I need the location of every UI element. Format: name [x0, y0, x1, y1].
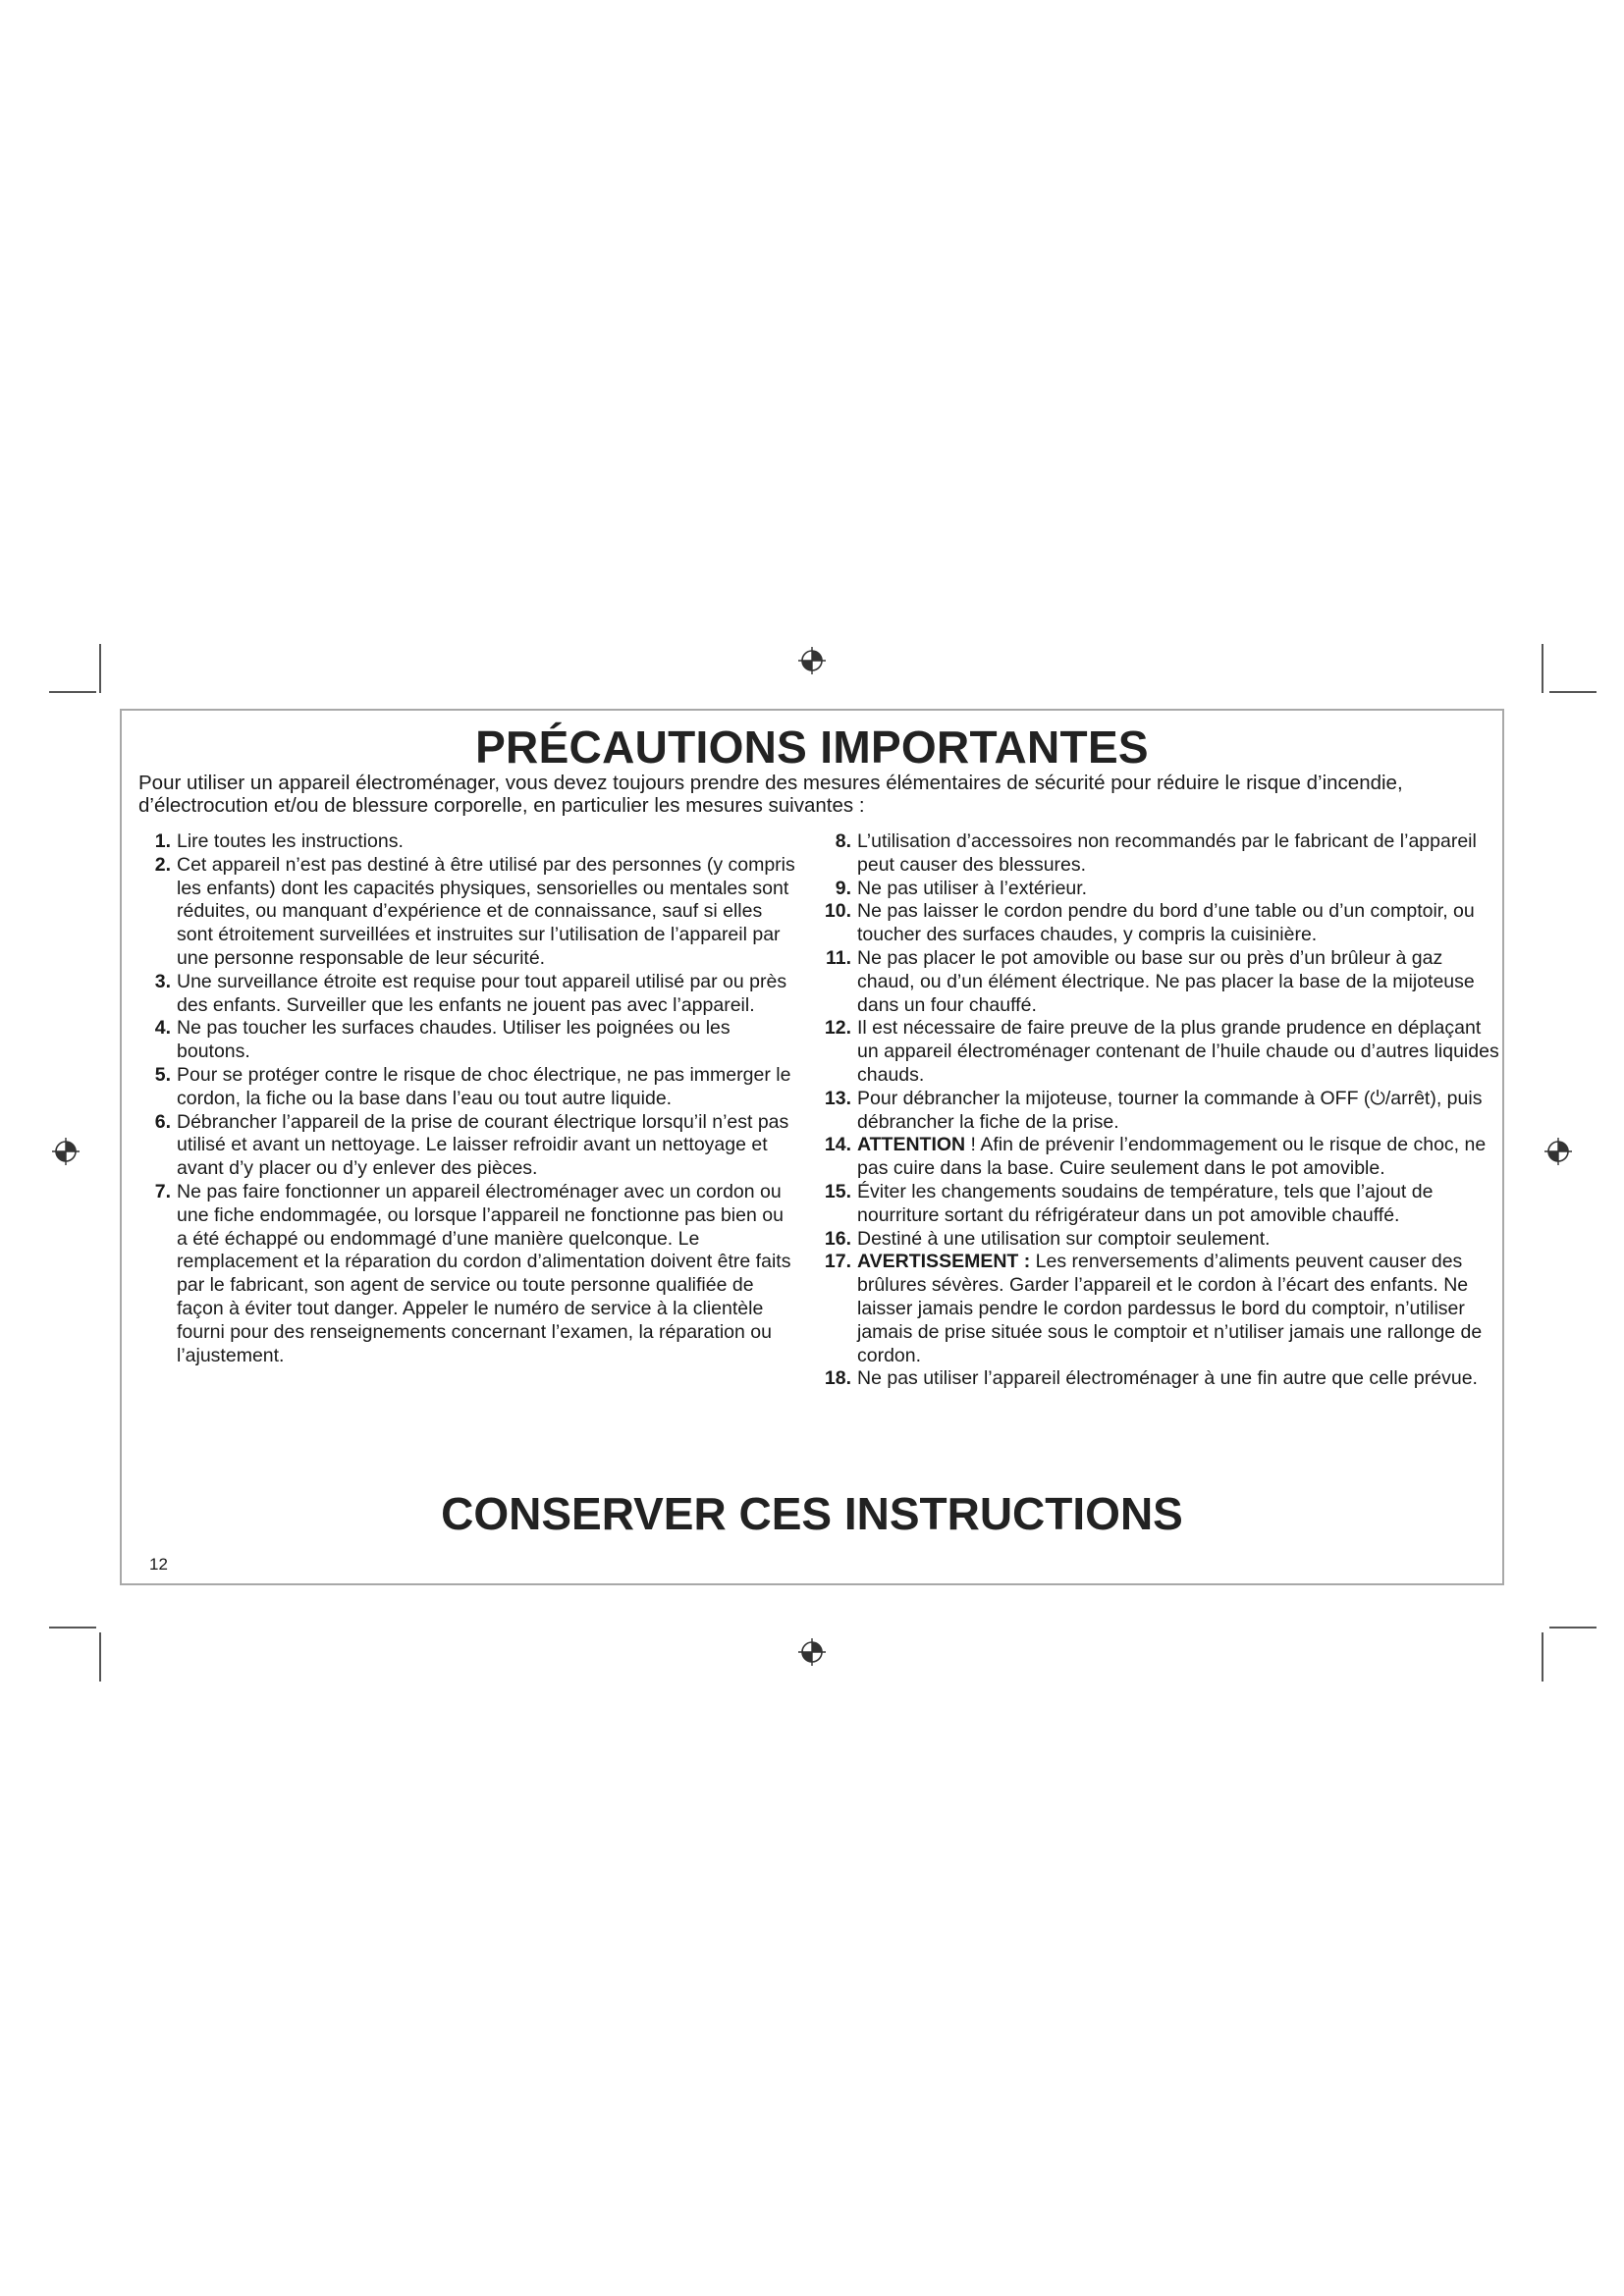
- list-item-number: 16.: [824, 1227, 851, 1250]
- list-item-text: Ne pas utiliser à l’extérieur.: [857, 877, 1088, 899]
- list-item: [823, 878, 1500, 901]
- list-item-number: 3.: [154, 970, 171, 992]
- list-item-number: 15.: [824, 1180, 851, 1202]
- list-item-text: Destiné à une utilisation sur comptoir seulement.: [857, 1227, 1271, 1250]
- registration-target-icon: [1543, 1137, 1573, 1166]
- list-item-number: 1.: [154, 830, 171, 852]
- list-item-text: Ne pas toucher les surfaces chaudes. Utiliser les poignées ou les boutons.: [177, 1017, 731, 1063]
- list-item-number: 14.: [824, 1134, 851, 1156]
- list-item: [147, 1017, 795, 1064]
- list-item-number: 17.: [824, 1251, 851, 1273]
- list-item-text: Éviter les changements soudains de température, tels que l’ajout de nourriture sortant du réfrigérateur dans un pot amovible chauffé.: [857, 1180, 1434, 1226]
- list-item-number: 2.: [154, 853, 171, 876]
- list-item-number: 11.: [825, 946, 851, 969]
- list-item: [823, 1181, 1500, 1228]
- intro-paragraph: Pour utiliser un appareil électroménager, vous devez toujours prendre des mesures élémentaires de sécurité pour réduire le risque d’incendie, d’électrocution et/ou de blessure corporelle, en particulier les mesures suivantes :: [138, 772, 1403, 817]
- list-item-lead: AVERTISSEMENT :: [857, 1251, 1031, 1273]
- list-item-number: 18.: [824, 1367, 851, 1390]
- list-item: [823, 1017, 1500, 1087]
- list-item: [823, 1134, 1500, 1181]
- list-item-text: Ne pas faire fonctionner un appareil électroménager avec un cordon ou une fiche endommagée, ou lorsque l’appareil ne fonctionne pas bien ou a été échappé ou endommagé d’une manière quelconque. Le remplacement et la réparation du cordon d’alimentation doivent être faits par le fabricant, son agent de service ou toute personne qualifiée de façon à éviter tout danger. Appeler le numéro de service à la clientèle fourni pour des renseignements concernant l’examen, la réparation ou l’ajustement.: [177, 1180, 791, 1366]
- list-item: [147, 1111, 795, 1181]
- list-item-text: Débrancher l’appareil de la prise de courant électrique lorsqu’il n’est pas utilisé et avant un nettoyage. Le laisser refroidir avant un nettoyage et avant d’y placer ou d’y enlever des pièces.: [177, 1110, 789, 1180]
- list-item: [147, 830, 795, 854]
- list-item-number: 12.: [824, 1017, 851, 1040]
- crop-mark-bottom-right-vertical: [1542, 1632, 1543, 1682]
- page-number: 12: [149, 1555, 168, 1574]
- registration-target-icon: [51, 1137, 81, 1166]
- registration-target-icon: [797, 1637, 827, 1667]
- list-item: [147, 971, 795, 1018]
- list-item-text: Ne pas laisser le cordon pendre du bord d’une table ou d’un comptoir, ou toucher des surfaces chaudes, y compris la cuisinière.: [857, 900, 1475, 946]
- list-item: [823, 830, 1500, 878]
- list-item-number: 7.: [154, 1180, 171, 1202]
- list-item-number: 5.: [154, 1063, 171, 1086]
- list-item-text: Ne pas utiliser l’appareil électroménager à une fin autre que celle prévue.: [857, 1367, 1478, 1390]
- save-instructions-title: CONSERVER CES INSTRUCTIONS: [441, 1488, 1183, 1539]
- precautions-list-right: [823, 830, 1500, 1391]
- list-item: [147, 1181, 795, 1367]
- list-item-text: Cet appareil n’est pas destiné à être utilisé par des personnes (y compris les enfants) dont les capacités physiques, sensorielles ou mentales sont réduites, ou manquant d’expérience et de connaissance, sauf si elles sont étroitement surveillées et instruites sur l’utilisation de l’appareil par une personne responsable de leur sécurité.: [177, 853, 795, 969]
- list-item-text: ! Afin de prévenir l’endommagement ou le risque de choc, ne pas cuire dans la base. Cuire seulement dans le pot amovible.: [857, 1134, 1487, 1180]
- list-item-number: 13.: [824, 1087, 851, 1109]
- safety-panel: [120, 709, 1504, 1585]
- list-item-text: Pour débrancher la mijoteuse, tourner la commande à OFF (⏻/arrêt), puis débrancher la fiche de la prise.: [857, 1087, 1483, 1133]
- list-item-text: Ne pas placer le pot amovible ou base sur ou près d’un brûleur à gaz chaud, ou d’un élément électrique. Ne pas placer la base de la mijoteuse dans un four chauffé.: [857, 946, 1475, 1016]
- list-item: [147, 1064, 795, 1111]
- list-item-text: Une surveillance étroite est requise pour tout appareil utilisé par ou près des enfants. Surveiller que les enfants ne jouent pas avec l’appareil.: [177, 970, 787, 1016]
- precautions-list-left: [147, 830, 795, 1367]
- page-title: PRÉCAUTIONS IMPORTANTES: [475, 721, 1149, 773]
- crop-mark-top-left-vertical: [99, 644, 101, 693]
- list-item: [823, 1367, 1500, 1391]
- list-item: [823, 1228, 1500, 1252]
- list-item-text: L’utilisation d’accessoires non recommandés par le fabricant de l’appareil peut causer des blessures.: [857, 830, 1477, 876]
- list-item-text: Pour se protéger contre le risque de choc électrique, ne pas immerger le cordon, la fiche ou la base dans l’eau ou tout autre liquide.: [177, 1063, 791, 1109]
- crop-mark-bottom-left-horizontal: [49, 1627, 96, 1629]
- list-item: [823, 900, 1500, 947]
- list-item-text: Il est nécessaire de faire preuve de la plus grande prudence en déplaçant un appareil électroménager contenant de l’huile chaude ou d’autres liquides chauds.: [857, 1017, 1499, 1086]
- list-item-lead: ATTENTION: [857, 1134, 966, 1156]
- crop-mark-top-right-horizontal: [1549, 691, 1597, 693]
- list-item: [147, 854, 795, 971]
- registration-target-icon: [797, 646, 827, 675]
- list-item-number: 6.: [154, 1110, 171, 1133]
- crop-mark-bottom-left-vertical: [99, 1632, 101, 1682]
- list-item-text: Lire toutes les instructions.: [177, 830, 404, 852]
- list-item-number: 4.: [154, 1017, 171, 1040]
- list-item-text: Les renversements d’aliments peuvent causer des brûlures sévères. Garder l’appareil et le cordon à l’écart des enfants. Ne laisser jamais pendre le cordon pardessus le bord du comptoir, n’utiliser jamais de prise située sous le comptoir et n’utiliser jamais une rallonge de cordon.: [857, 1251, 1483, 1366]
- crop-mark-top-right-vertical: [1542, 644, 1543, 693]
- list-item: [823, 947, 1500, 1017]
- list-item-number: 9.: [835, 877, 851, 899]
- list-item-number: 8.: [835, 830, 851, 852]
- list-item: [823, 1251, 1500, 1367]
- crop-mark-top-left-horizontal: [49, 691, 96, 693]
- list-item-number: 10.: [824, 900, 851, 923]
- list-item: [823, 1088, 1500, 1135]
- crop-mark-bottom-right-horizontal: [1549, 1627, 1597, 1629]
